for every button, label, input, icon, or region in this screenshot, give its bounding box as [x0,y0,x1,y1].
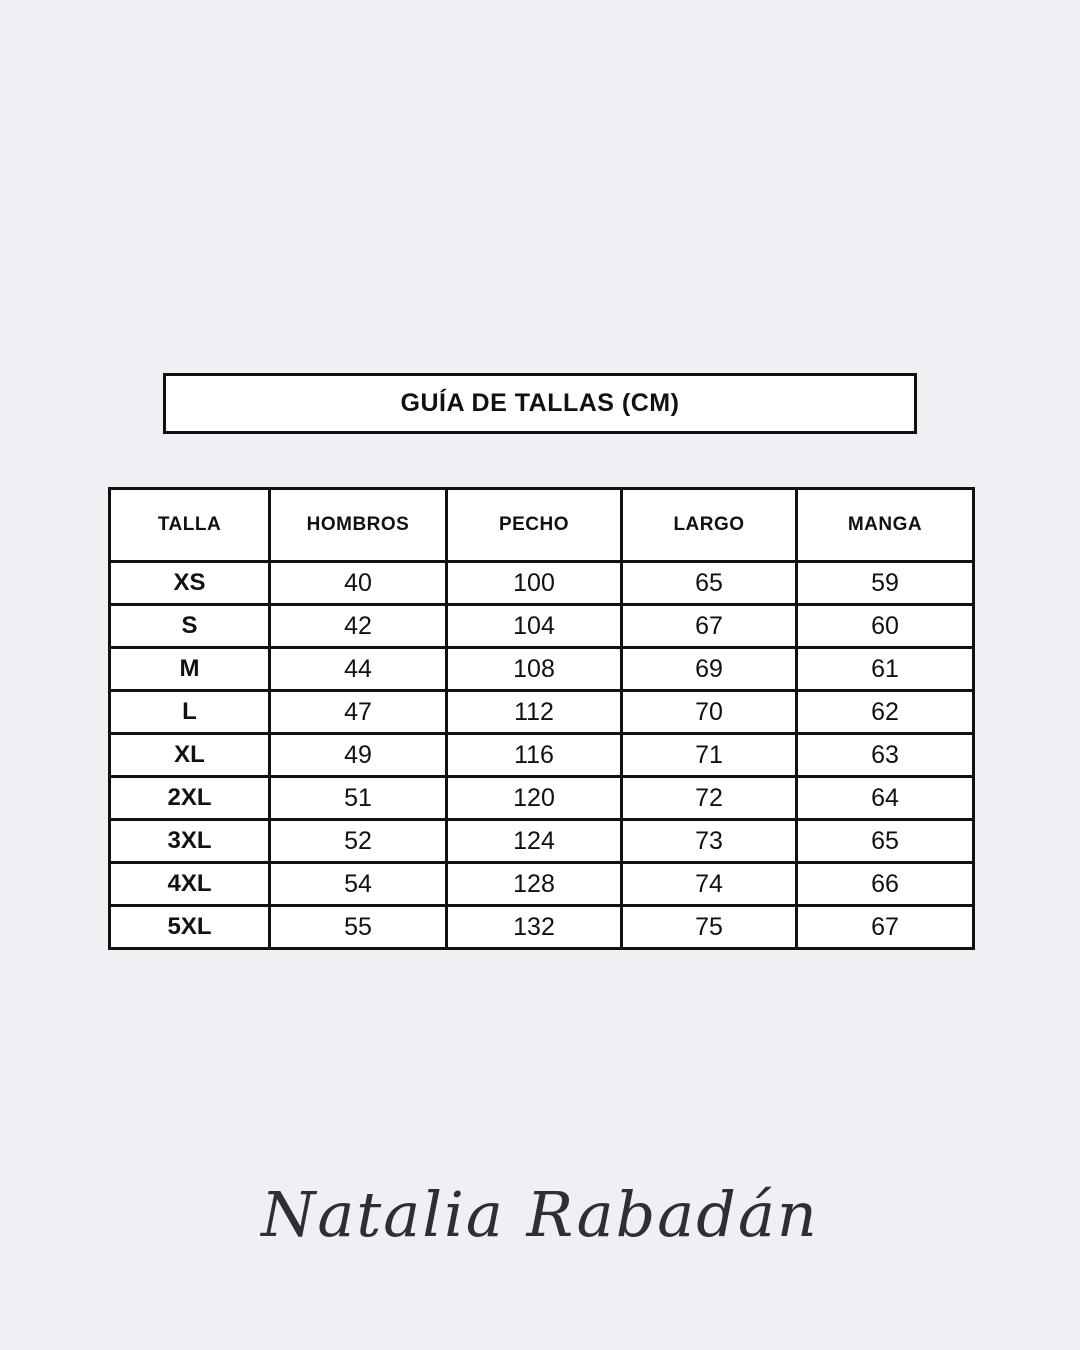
value-cell: 73 [622,820,797,863]
value-cell: 72 [622,777,797,820]
size-guide-table [108,487,975,950]
header-hombros: HOMBROS [270,489,447,562]
value-cell: 52 [270,820,447,863]
size-cell: L [110,691,270,734]
table-row [110,562,974,605]
value-cell: 108 [447,648,622,691]
value-cell: 65 [797,820,974,863]
value-cell: 55 [270,906,447,949]
value-cell: 64 [797,777,974,820]
value-cell: 120 [447,777,622,820]
value-cell: 69 [622,648,797,691]
value-cell: 112 [447,691,622,734]
table-row [110,863,974,906]
value-cell: 49 [270,734,447,777]
brand-signature: Natalia Rabadán [261,1178,819,1251]
size-cell: XL [110,734,270,777]
size-cell: 5XL [110,906,270,949]
value-cell: 44 [270,648,447,691]
size-cell: M [110,648,270,691]
value-cell: 42 [270,605,447,648]
size-guide-title: GUÍA DE TALLAS (CM) [400,389,680,417]
header-talla: TALLA [110,489,270,562]
value-cell: 40 [270,562,447,605]
value-cell: 51 [270,777,447,820]
size-cell: XS [110,562,270,605]
value-cell: 47 [270,691,447,734]
header-pecho: PECHO [447,489,622,562]
value-cell: 104 [447,605,622,648]
value-cell: 70 [622,691,797,734]
value-cell: 71 [622,734,797,777]
value-cell: 116 [447,734,622,777]
table-row [110,734,974,777]
value-cell: 54 [270,863,447,906]
table-row [110,906,974,949]
size-cell: 3XL [110,820,270,863]
table-row [110,820,974,863]
table-row [110,777,974,820]
size-cell: S [110,605,270,648]
table-row [110,605,974,648]
value-cell: 65 [622,562,797,605]
table-row [110,648,974,691]
value-cell: 124 [447,820,622,863]
value-cell: 60 [797,605,974,648]
value-cell: 67 [797,906,974,949]
value-cell: 66 [797,863,974,906]
value-cell: 100 [447,562,622,605]
value-cell: 59 [797,562,974,605]
size-guide-title-box [163,373,917,434]
value-cell: 67 [622,605,797,648]
value-cell: 61 [797,648,974,691]
size-cell: 2XL [110,777,270,820]
header-largo: LARGO [622,489,797,562]
table-row [110,691,974,734]
value-cell: 132 [447,906,622,949]
size-cell: 4XL [110,863,270,906]
value-cell: 128 [447,863,622,906]
table-header-row [110,489,974,562]
value-cell: 74 [622,863,797,906]
header-manga: MANGA [797,489,974,562]
value-cell: 63 [797,734,974,777]
value-cell: 62 [797,691,974,734]
value-cell: 75 [622,906,797,949]
